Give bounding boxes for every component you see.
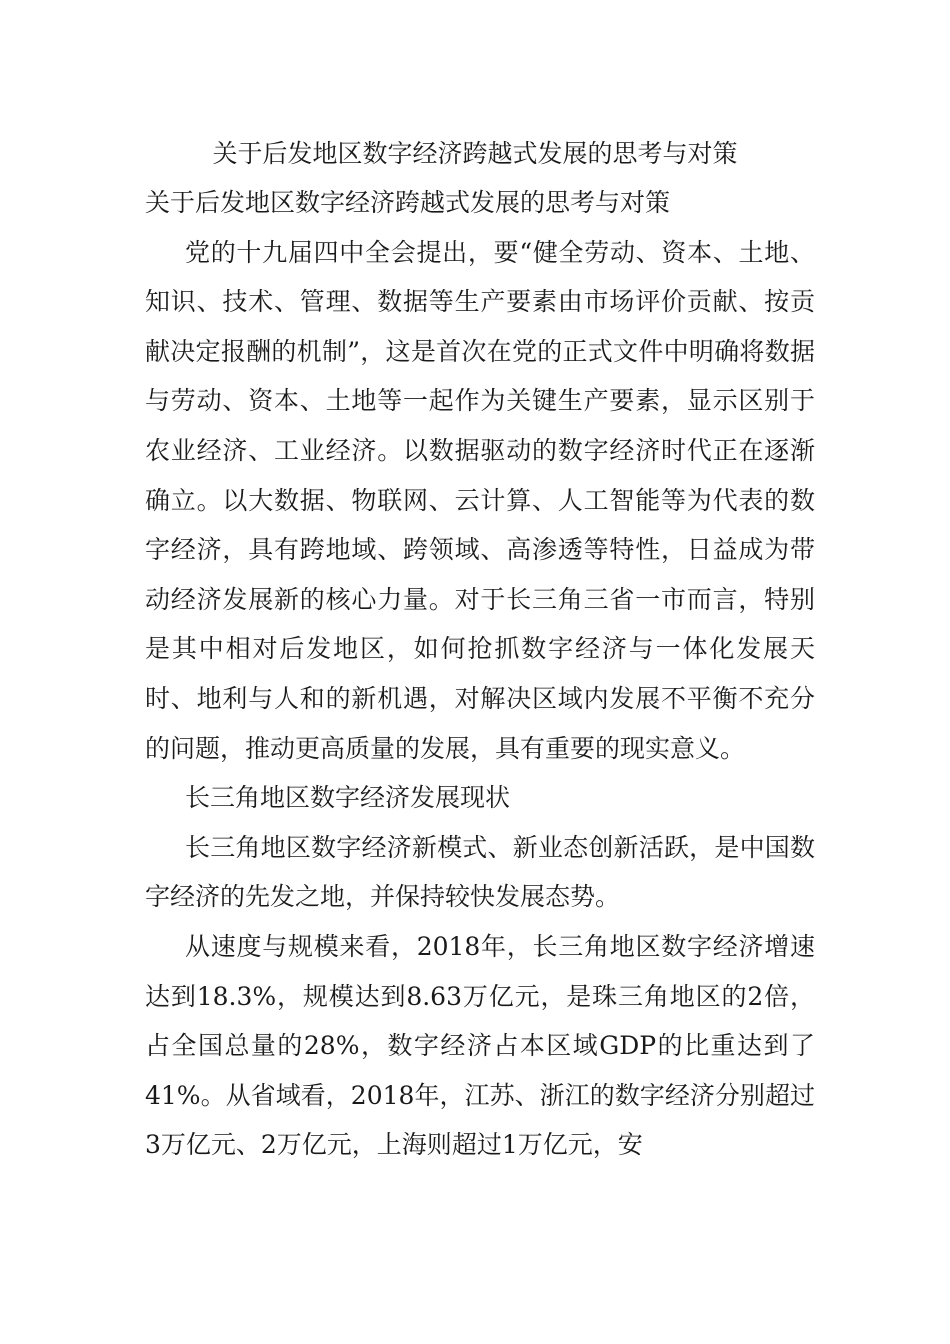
document-title: 关于后发地区数字经济跨越式发展的思考与对策 (212, 139, 738, 168)
section-heading: 长三角地区数字经济发展现状 (185, 783, 511, 813)
subtitle-paragraph: 关于后发地区数字经济跨越式发展的思考与对策 (145, 188, 671, 217)
body-paragraph: 长三角地区数字经济新模式、新业态创新活跃，是中国数字经济的先发之地，并保持较快发展态势。 (145, 832, 815, 912)
body-paragraph: 党的十九届四中全会提出，要“健全劳动、资本、土地、知识、技术、管理、数据等生产要素由市场评价贡献、按贡献决定报酬的机制”，这是首次在党的正式文件中明确将数据与劳动、资本、土地等一起作为关键生产要素，显示区别于农业经济、工业经济。以数据驱动的数字经济时代正在逐渐确立。以大数据、物联网、云计算、人工智能等为代表的数字经济，具有跨地域、跨领域、高渗透等特性，日益成为带动经济发展新的核心力量。对于长三角三省一市而言，特别是其中相对后发地区，如何抢抓数字经济与一体化发展天时、地利与人和的新机遇，对解决区域内发展不平衡不充分的问题，推动更高质量的发展，具有重要的现实意义。 (145, 237, 815, 763)
body-paragraph: 从速度与规模来看，2018年，长三角地区数字经济增速达到18.3%，规模达到8.63万亿元，是珠三角地区的2倍，占全国总量的28%，数字经济占本区域GDP的比重达到了41%。从省域看，2018年，江苏、浙江的数字经济分别超过3万亿元、2万亿元，上海则超过1万亿元，安 (145, 931, 815, 1160)
document-body (145, 178, 815, 1170)
